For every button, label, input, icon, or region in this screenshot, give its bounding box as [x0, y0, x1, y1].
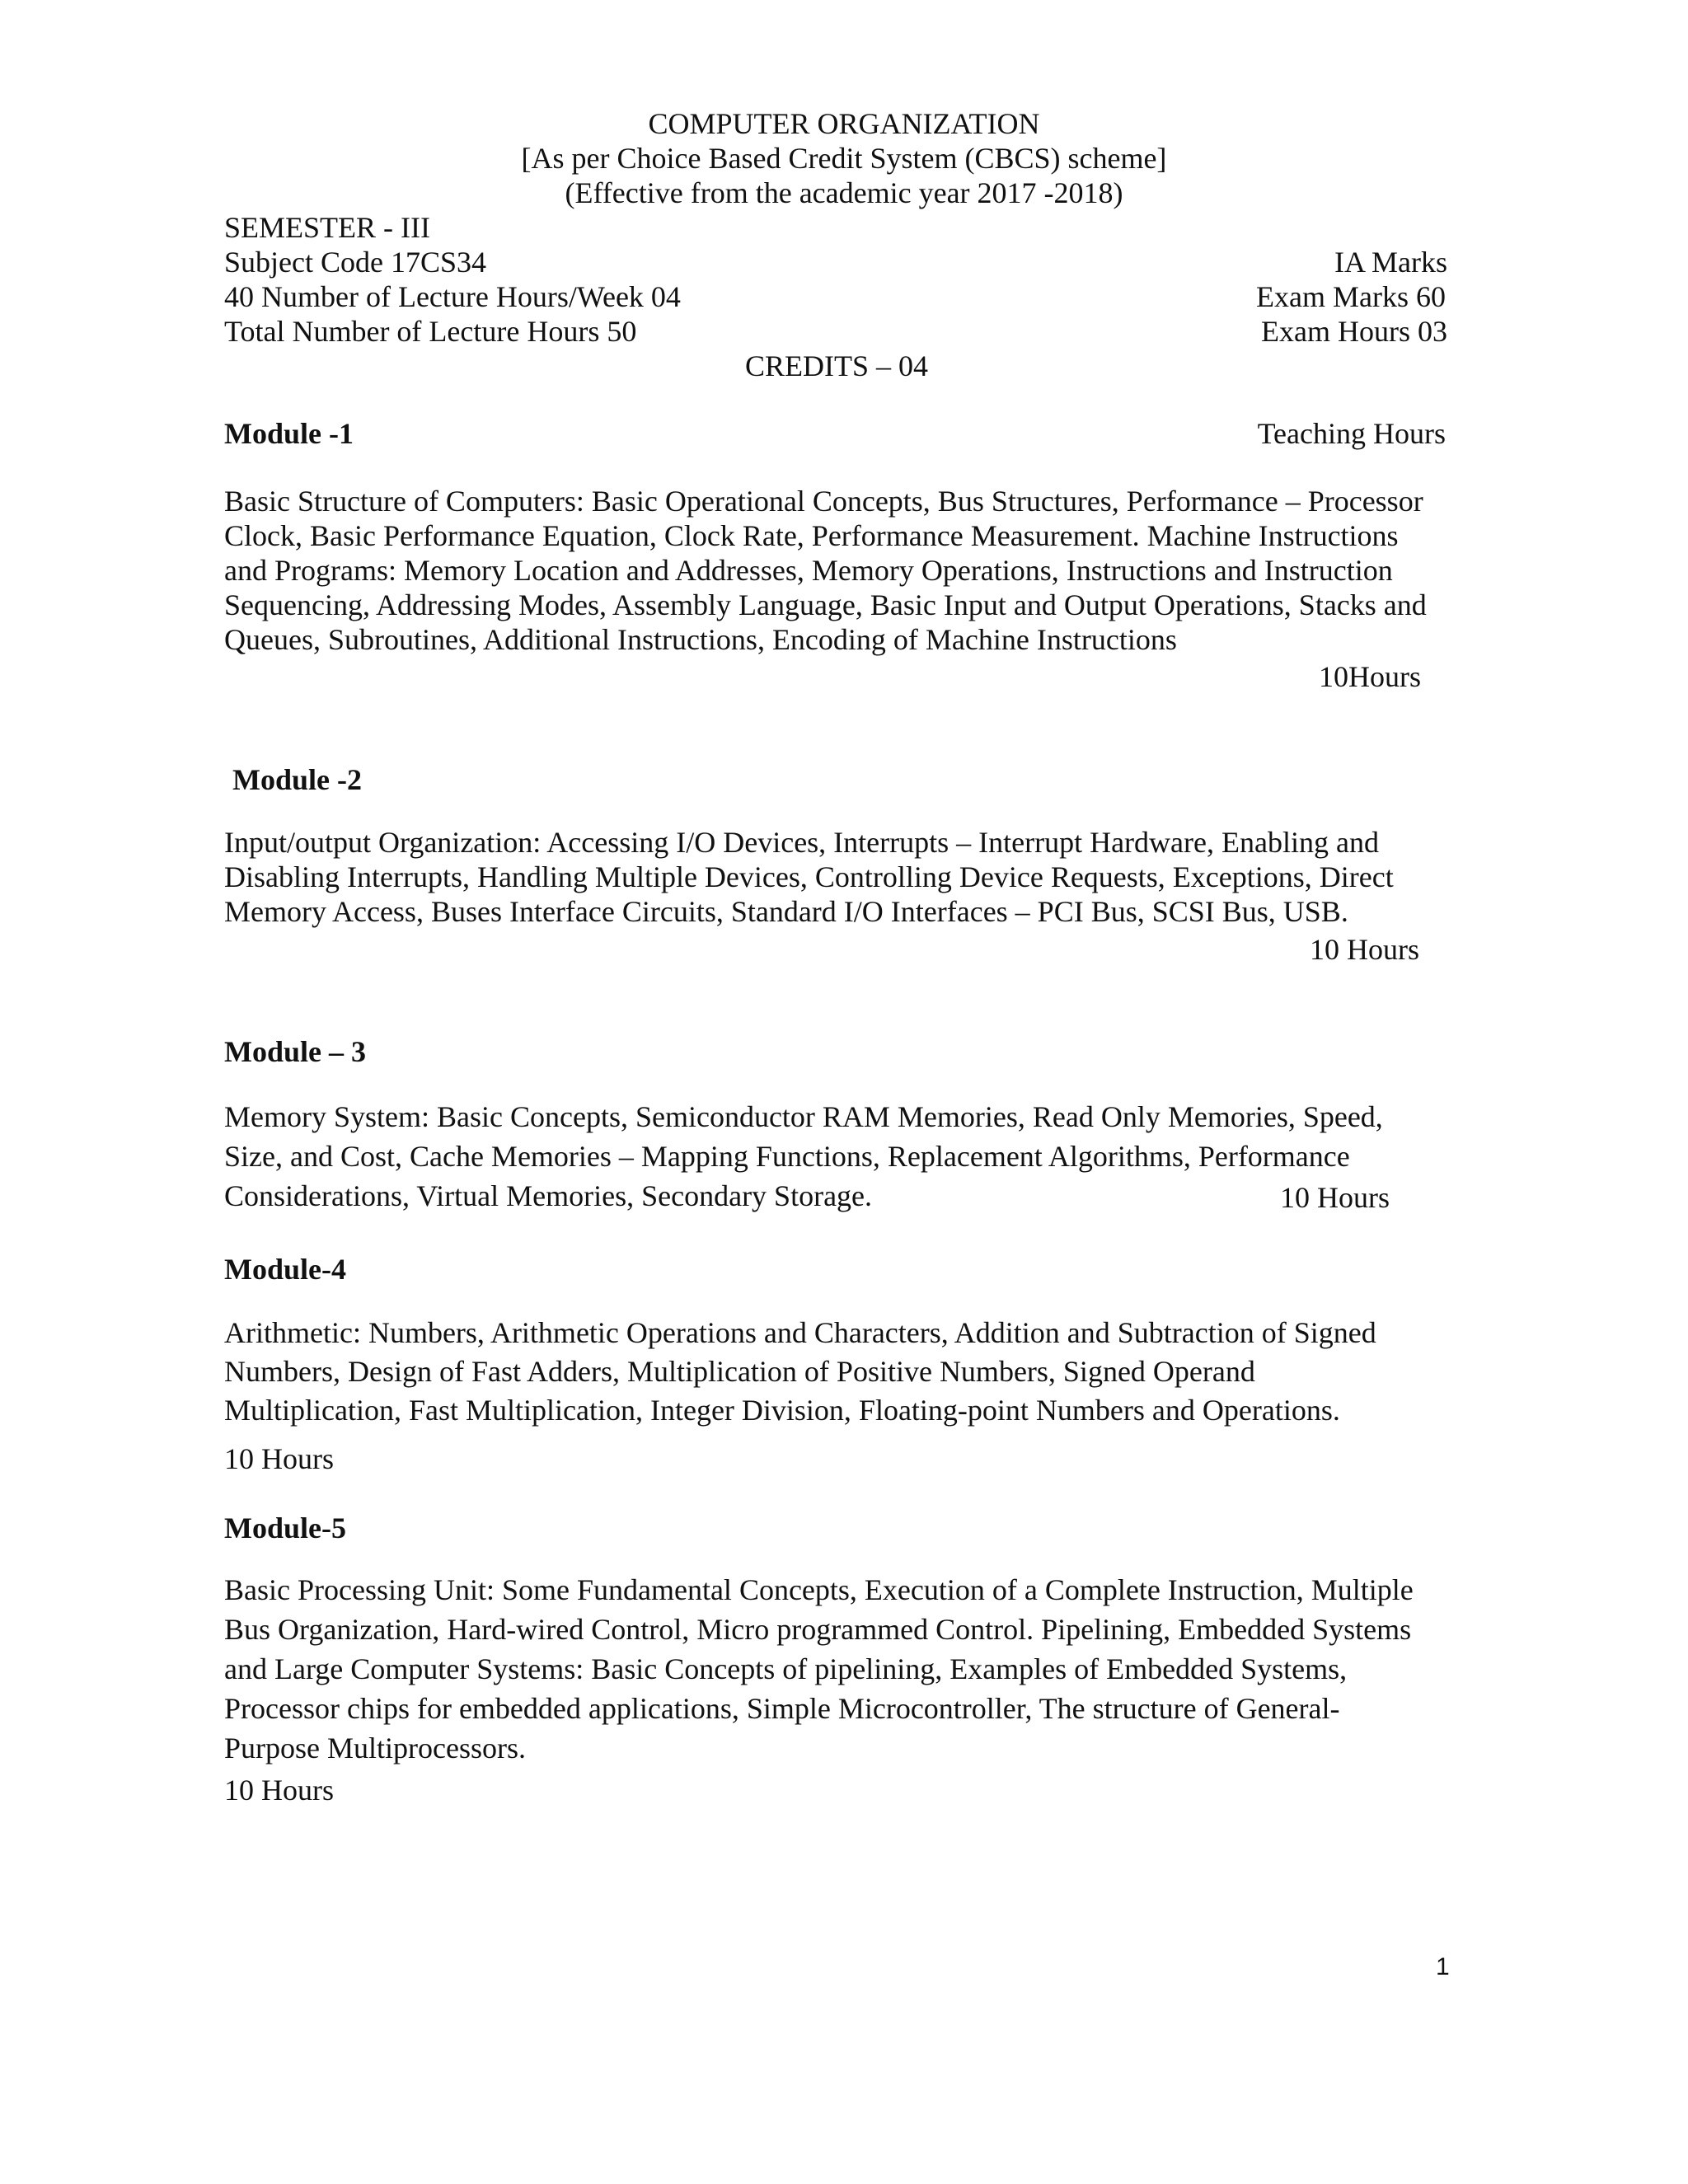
- module-4-line: Multiplication, Fast Multiplication, Integer Division, Floating-point Numbers and Operations.: [224, 1394, 1340, 1427]
- module-2-hours: 10 Hours: [1310, 933, 1419, 966]
- exam-hours: Exam Hours 03: [1261, 315, 1447, 348]
- module-2-heading: Module -2: [232, 763, 362, 796]
- module-3-content: [224, 1097, 1461, 1216]
- module-5-line: Purpose Multiprocessors.: [224, 1732, 526, 1765]
- module-1-content: [224, 484, 1461, 657]
- module-1-line: Basic Structure of Computers: Basic Operational Concepts, Bus Structures, Performance – Processor: [224, 485, 1423, 518]
- credits-line: CREDITS – 04: [745, 349, 929, 382]
- module-2-line: Input/output Organization: Accessing I/O Devices, Interrupts – Interrupt Hardware, Enabling and: [224, 826, 1379, 859]
- module-1-hours: 10Hours: [1319, 660, 1421, 693]
- module-5-line: Processor chips for embedded applications, Simple Microcontroller, The structure of General-: [224, 1692, 1340, 1725]
- lecture-hours-week: 40 Number of Lecture Hours/Week 04: [224, 280, 681, 313]
- module-4-line: Numbers, Design of Fast Adders, Multiplication of Positive Numbers, Signed Operand: [224, 1355, 1255, 1388]
- module-4-content: [224, 1314, 1461, 1430]
- module-3-line: Size, and Cost, Cache Memories – Mapping Functions, Replacement Algorithms, Performance: [224, 1140, 1350, 1173]
- module-5-line: Basic Processing Unit: Some Fundamental Concepts, Execution of a Complete Instruction, Multiple: [224, 1573, 1414, 1606]
- total-lecture-hours: Total Number of Lecture Hours 50: [224, 315, 637, 348]
- module-1-line: and Programs: Memory Location and Addresses, Memory Operations, Instructions and Instruction: [224, 554, 1393, 587]
- subject-code: Subject Code 17CS34: [224, 246, 487, 279]
- module-5-heading: Module-5: [224, 1511, 346, 1544]
- module-5-line: and Large Computer Systems: Basic Concepts of pipelining, Examples of Embedded Systems,: [224, 1652, 1348, 1685]
- module-4-line: Arithmetic: Numbers, Arithmetic Operations and Characters, Addition and Subtraction of Signed: [224, 1316, 1376, 1349]
- scheme-line: [As per Choice Based Credit System (CBCS) scheme]: [521, 142, 1167, 175]
- ia-marks: IA Marks: [1334, 246, 1447, 279]
- module-3-line: Considerations, Virtual Memories, Secondary Storage.: [224, 1179, 873, 1212]
- semester-label: SEMESTER - III: [224, 211, 430, 244]
- exam-marks: Exam Marks 60: [1256, 280, 1446, 313]
- module-5-hours: 10 Hours: [224, 1774, 334, 1807]
- page-number: 1: [1436, 1953, 1450, 1980]
- module-3-heading: Module – 3: [224, 1035, 367, 1068]
- module-5-content: [224, 1570, 1461, 1768]
- module-3-line: Memory System: Basic Concepts, Semiconductor RAM Memories, Read Only Memories, Speed,: [224, 1100, 1383, 1133]
- module-4-heading: Module-4: [224, 1253, 346, 1286]
- module-4-hours: 10 Hours: [224, 1442, 334, 1475]
- module-1-line: Sequencing, Addressing Modes, Assembly Language, Basic Input and Output Operations, Stacks and: [224, 588, 1427, 621]
- module-2-content: [224, 825, 1461, 929]
- teaching-hours-label: Teaching Hours: [1257, 417, 1446, 450]
- module-3-hours: 10 Hours: [1280, 1181, 1390, 1214]
- effective-year-line: (Effective from the academic year 2017 -2018): [565, 176, 1123, 209]
- module-1-line: Queues, Subroutines, Additional Instructions, Encoding of Machine Instructions: [224, 623, 1177, 656]
- module-2-line: Memory Access, Buses Interface Circuits, Standard I/O Interfaces – PCI Bus, SCSI Bus, USB.: [224, 895, 1348, 928]
- module-1-heading: Module -1: [224, 417, 354, 450]
- module-1-line: Clock, Basic Performance Equation, Clock Rate, Performance Measurement. Machine Instructions: [224, 519, 1399, 552]
- document-title: COMPUTER ORGANIZATION: [648, 107, 1040, 140]
- module-2-line: Disabling Interrupts, Handling Multiple Devices, Controlling Device Requests, Exceptions, Direct: [224, 860, 1394, 893]
- module-5-line: Bus Organization, Hard-wired Control, Micro programmed Control. Pipelining, Embedded Systems: [224, 1613, 1412, 1646]
